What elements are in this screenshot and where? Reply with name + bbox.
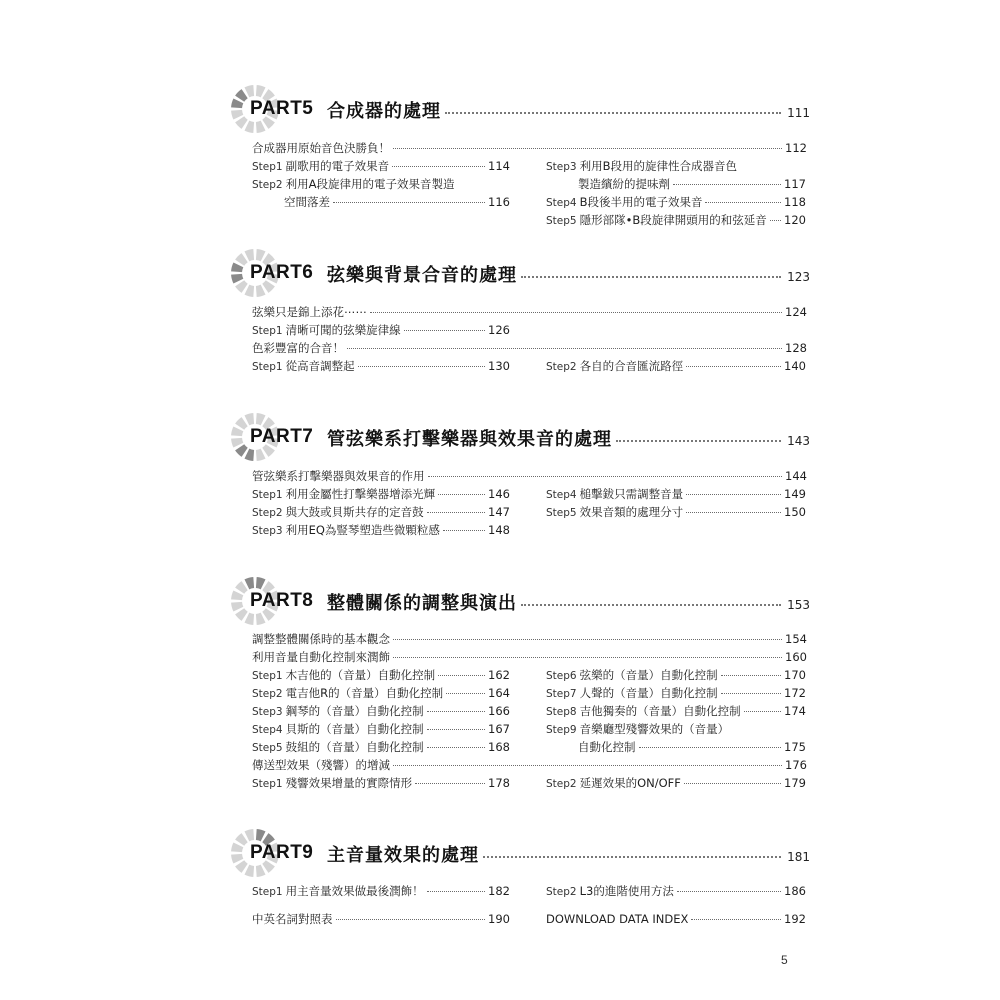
entry-title: L3的進階使用方法	[579, 884, 674, 898]
step-label: Step2	[546, 886, 577, 898]
entry-title: 人聲的（音量）自動化控制	[579, 686, 718, 700]
part-title: 合成器的處理	[327, 101, 441, 122]
toc-entry[interactable]	[252, 911, 510, 927]
entry-title: 中英名詞對照表	[252, 912, 333, 926]
ring-segment	[256, 829, 266, 841]
toc-entry[interactable]	[252, 468, 807, 484]
entry-title: 槌擊鈸只需調整音量	[579, 487, 684, 501]
entry-title: 電吉他R的（音量）自動化控制	[285, 686, 444, 700]
entry-page: 118	[784, 195, 806, 209]
ring-segment	[235, 444, 248, 457]
ring-segment	[256, 613, 266, 625]
entry-title: 效果音類的處理分寸	[579, 505, 684, 519]
toc-entry[interactable]	[546, 486, 806, 502]
ring-segment	[235, 417, 248, 430]
toc-entry[interactable]	[252, 631, 807, 647]
toc-entry[interactable]	[546, 504, 806, 520]
entry-title: 合成器用原始音色決勝負！	[252, 141, 390, 155]
part-title: 整體關係的調整與演出	[327, 593, 517, 614]
step-label: Step7	[546, 688, 577, 700]
ring-segment	[235, 116, 248, 129]
step-label: Step1	[252, 670, 283, 682]
ring-segment	[235, 581, 248, 594]
ring-segment	[244, 249, 254, 261]
part-title: 主音量效果的處理	[327, 845, 479, 866]
toc-entry[interactable]	[252, 703, 510, 719]
entry-page: 174	[784, 704, 806, 718]
toc-entry-continued[interactable]	[578, 739, 806, 755]
step-label: Step4	[252, 724, 283, 736]
entry-page: 126	[488, 323, 510, 337]
toc-entry[interactable]	[252, 140, 807, 156]
ring-segment	[256, 121, 266, 133]
step-label: Step2	[252, 179, 283, 191]
part-title: 弦樂與背景合音的處理	[327, 265, 517, 286]
entry-page: 124	[785, 305, 807, 319]
toc-entry[interactable]	[546, 721, 806, 737]
ring-segment	[231, 262, 243, 272]
part-page: 111	[787, 106, 810, 120]
toc-entry[interactable]	[252, 304, 807, 320]
toc-entry[interactable]	[252, 340, 807, 356]
toc-entry[interactable]	[252, 649, 807, 665]
step-label: Step1	[252, 161, 283, 173]
toc-entry[interactable]	[546, 158, 806, 174]
ring-segment	[231, 854, 243, 864]
entry-page: 182	[488, 884, 510, 898]
step-label: Step3	[252, 706, 283, 718]
entry-page: 179	[784, 776, 806, 790]
entry-title: 吉他獨奏的（音量）自動化控制	[579, 704, 741, 718]
ring-segment	[244, 577, 254, 589]
entry-title: 利用A段旋律用的電子效果音製造	[285, 177, 455, 191]
step-label: Step2	[546, 778, 577, 790]
leader-dots	[616, 440, 781, 442]
step-label: Step1	[252, 778, 283, 790]
entry-title-cont: 自動化控制	[578, 740, 636, 754]
entry-title: 各自的合音匯流路徑	[579, 359, 684, 373]
ring-segment	[244, 449, 254, 461]
entry-page: 178	[488, 776, 510, 790]
part-7-header	[230, 414, 810, 460]
entry-title: 殘響效果增量的實際情形	[285, 776, 413, 790]
entry-title: 弦樂的（音量）自動化控制	[579, 668, 718, 682]
part-page: 143	[787, 434, 810, 448]
part-number: PART8	[250, 590, 314, 611]
step-label: Step4	[546, 489, 577, 501]
entry-page: 150	[784, 505, 806, 519]
entry-title: 弦樂只是錦上添花⋯⋯	[252, 305, 367, 319]
toc-entry[interactable]	[252, 504, 510, 520]
leader-dots	[445, 112, 781, 114]
entry-title-cont: 空間落差	[284, 195, 330, 209]
step-label: Step1	[252, 325, 283, 337]
entry-page: 172	[784, 686, 806, 700]
entry-page: 190	[488, 912, 510, 926]
part-number: PART5	[250, 98, 314, 119]
toc-entry[interactable]	[546, 667, 806, 683]
leader-dots	[521, 276, 781, 278]
entry-title: 利用音量自動化控制來潤飾	[252, 650, 390, 664]
ring-segment	[256, 285, 266, 297]
entry-title: 鼓組的（音量）自動化控制	[285, 740, 424, 754]
entry-page: 128	[785, 341, 807, 355]
part-6-header	[230, 250, 810, 296]
entry-page: 120	[784, 213, 806, 227]
ring-segment	[256, 413, 266, 425]
entry-page: 162	[488, 668, 510, 682]
entry-title: 用主音量效果做最後潤飾！	[285, 884, 424, 898]
entry-page: 175	[784, 740, 806, 754]
entry-title: 色彩豐富的合音！	[252, 341, 344, 355]
entry-title: 傳送型效果（殘響）的增減	[252, 758, 390, 772]
step-label: Step8	[546, 706, 577, 718]
ring-segment	[244, 85, 254, 97]
part-title: 管弦樂系打擊樂器與效果音的處理	[327, 429, 612, 450]
toc-entry[interactable]	[252, 721, 510, 737]
part-9-header	[230, 830, 810, 876]
entry-page: 170	[784, 668, 806, 682]
entry-title: 與大鼓或貝斯共存的定音鼓	[285, 505, 424, 519]
ring-segment	[244, 121, 254, 133]
step-label: Step3	[252, 525, 283, 537]
step-label: Step3	[546, 161, 577, 173]
entry-page: 167	[488, 722, 510, 736]
ring-segment	[244, 613, 254, 625]
ring-segment	[231, 98, 243, 108]
part-number: PART6	[250, 262, 314, 283]
ring-segment	[235, 280, 248, 293]
ring-segment	[235, 253, 248, 266]
step-label: Step1	[252, 886, 283, 898]
ring-segment	[235, 833, 248, 846]
ring-segment	[231, 110, 243, 120]
step-label: Step1	[252, 361, 283, 373]
entry-title: 音樂廳型殘響效果的（音量）	[579, 722, 730, 736]
entry-page: 130	[488, 359, 510, 373]
entry-title: 調整整體關係時的基本觀念	[252, 632, 390, 646]
entry-title: 隱形部隊•B段旋律開頭用的和弦延音	[579, 213, 767, 227]
ring-segment	[256, 865, 266, 877]
ring-segment	[235, 89, 248, 102]
ring-segment	[231, 274, 243, 284]
step-label: Step5	[546, 215, 577, 227]
part-page: 181	[787, 850, 810, 864]
ring-segment	[231, 426, 243, 436]
entry-title: DOWNLOAD DATA INDEX	[546, 912, 689, 926]
step-label: Step2	[252, 507, 283, 519]
entry-page: 144	[785, 469, 807, 483]
entry-page: 148	[488, 523, 510, 537]
toc-entry[interactable]	[546, 883, 806, 899]
toc-entry[interactable]	[252, 775, 510, 791]
part-8-header	[230, 578, 810, 624]
entry-page: 112	[785, 141, 807, 155]
toc-entry[interactable]	[252, 158, 510, 174]
entry-title: 延遲效果的ON/OFF	[579, 776, 681, 790]
toc-entry-continued[interactable]	[284, 194, 510, 210]
entry-page: 116	[488, 195, 510, 209]
entry-page: 168	[488, 740, 510, 754]
step-label: Step2	[546, 361, 577, 373]
entry-page: 154	[785, 632, 807, 646]
toc-entry[interactable]	[546, 212, 806, 228]
step-label: Step4	[546, 197, 577, 209]
ring-segment	[231, 602, 243, 612]
ring-segment	[244, 865, 254, 877]
ring-segment	[235, 608, 248, 621]
part-number: PART7	[250, 426, 314, 447]
part-page: 123	[787, 270, 810, 284]
entry-title: 從高音調整起	[285, 359, 355, 373]
toc-entry[interactable]	[546, 775, 806, 791]
entry-page: 146	[488, 487, 510, 501]
part-page: 153	[787, 598, 810, 612]
entry-page: 192	[784, 912, 806, 926]
ring-segment	[244, 413, 254, 425]
toc-entry[interactable]	[252, 486, 510, 502]
entry-page: 176	[785, 758, 807, 772]
ring-segment	[256, 449, 266, 461]
toc-entry[interactable]	[546, 358, 806, 374]
entry-title: B段後半用的電子效果音	[579, 195, 703, 209]
part-number: PART9	[250, 842, 314, 863]
entry-title: 利用B段用的旋律性合成器音色	[579, 159, 737, 173]
step-label: Step5	[252, 742, 283, 754]
entry-title: 副歌用的電子效果音	[285, 159, 390, 173]
ring-segment	[231, 438, 243, 448]
toc-entry[interactable]	[546, 685, 806, 701]
toc-entry[interactable]	[252, 883, 510, 899]
ring-segment	[231, 590, 243, 600]
toc-entry[interactable]	[252, 522, 510, 538]
entry-page: 117	[784, 177, 806, 191]
entry-page: 140	[784, 359, 806, 373]
entry-page: 186	[784, 884, 806, 898]
toc-entry[interactable]	[252, 757, 807, 773]
ring-segment	[256, 577, 266, 589]
entry-title: 清晰可聞的弦樂旋律線	[285, 323, 401, 337]
toc-entry[interactable]	[546, 911, 806, 927]
toc-entry[interactable]	[252, 685, 510, 701]
step-label: Step1	[252, 489, 283, 501]
leader-dots	[521, 604, 781, 606]
toc-entry[interactable]	[252, 322, 510, 338]
entry-title: 利用金屬性打擊樂器增添光輝	[285, 487, 436, 501]
leader-dots	[483, 856, 781, 858]
ring-segment	[235, 860, 248, 873]
entry-title: 木吉他的（音量）自動化控制	[285, 668, 436, 682]
ring-segment	[244, 285, 254, 297]
entry-page: 114	[488, 159, 510, 173]
entry-title: 利用EQ為豎琴塑造些微顆粒感	[285, 523, 440, 537]
entry-page: 160	[785, 650, 807, 664]
toc-entry[interactable]	[252, 176, 510, 192]
toc-entry[interactable]	[546, 703, 806, 719]
entry-title-cont: 製造繽紛的提味劑	[578, 177, 670, 191]
step-label: Step9	[546, 724, 577, 736]
toc-entry[interactable]	[252, 739, 510, 755]
ring-segment	[256, 249, 266, 261]
entry-title: 管弦樂系打擊樂器與效果音的作用	[252, 469, 425, 483]
entry-page: 164	[488, 686, 510, 700]
page-number: 5	[781, 953, 788, 967]
toc-entry-continued[interactable]	[578, 176, 806, 192]
entry-title: 鋼琴的（音量）自動化控制	[285, 704, 424, 718]
ring-segment	[244, 829, 254, 841]
step-label: Step2	[252, 688, 283, 700]
step-label: Step5	[546, 507, 577, 519]
toc-entry[interactable]	[252, 358, 510, 374]
ring-segment	[231, 842, 243, 852]
entry-page: 149	[784, 487, 806, 501]
entry-title: 貝斯的（音量）自動化控制	[285, 722, 424, 736]
toc-entry[interactable]	[546, 194, 806, 210]
ring-segment	[256, 85, 266, 97]
step-label: Step6	[546, 670, 577, 682]
toc-entry[interactable]	[252, 667, 510, 683]
part-5-header	[230, 86, 810, 132]
entry-page: 166	[488, 704, 510, 718]
entry-page: 147	[488, 505, 510, 519]
